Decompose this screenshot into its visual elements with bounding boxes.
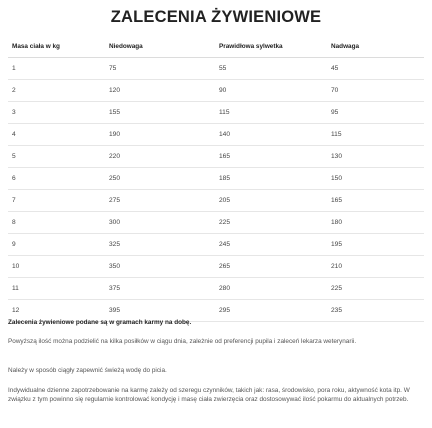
header-weight: Masa ciała w kg [8,36,105,58]
notes-paragraph-water: Należy w sposób ciągły zapewnić świeżą wodę do picia. [8,367,167,374]
cell-underweight: 375 [105,278,215,300]
table-row [8,190,424,212]
cell-weight: 10 [8,256,105,278]
cell-underweight: 325 [105,234,215,256]
cell-weight: 4 [8,124,105,146]
table-row [8,146,424,168]
header-underweight: Niedowaga [105,36,215,58]
cell-underweight: 350 [105,256,215,278]
cell-underweight: 155 [105,102,215,124]
cell-overweight: 95 [327,102,424,124]
cell-underweight: 190 [105,124,215,146]
cell-weight: 8 [8,212,105,234]
cell-normal: 205 [215,190,327,212]
cell-overweight: 225 [327,278,424,300]
table-row [8,102,424,124]
cell-overweight: 235 [327,300,424,322]
table-body [8,58,424,322]
table-row [8,168,424,190]
cell-normal: 55 [215,58,327,80]
cell-overweight: 45 [327,58,424,80]
cell-overweight: 195 [327,234,424,256]
cell-normal: 225 [215,212,327,234]
cell-weight: 6 [8,168,105,190]
cell-normal: 165 [215,146,327,168]
notes-lead: Zalecenia żywieniowe podane są w gramach karmy na dobę. [8,319,192,326]
cell-weight: 9 [8,234,105,256]
cell-overweight: 130 [327,146,424,168]
table-row [8,80,424,102]
cell-underweight: 75 [105,58,215,80]
cell-weight: 11 [8,278,105,300]
cell-normal: 265 [215,256,327,278]
feeding-table [8,36,424,322]
cell-overweight: 165 [327,190,424,212]
cell-overweight: 210 [327,256,424,278]
cell-normal: 115 [215,102,327,124]
table-row [8,278,424,300]
cell-normal: 295 [215,300,327,322]
cell-underweight: 250 [105,168,215,190]
cell-weight: 2 [8,80,105,102]
table-header-row [8,36,424,58]
cell-weight: 12 [8,300,105,322]
table-row [8,256,424,278]
table-row [8,234,424,256]
header-normal: Prawidłowa sylwetka [215,36,327,58]
cell-normal: 140 [215,124,327,146]
cell-overweight: 150 [327,168,424,190]
cell-weight: 7 [8,190,105,212]
cell-underweight: 300 [105,212,215,234]
cell-normal: 90 [215,80,327,102]
notes-paragraph-individual: Indywidualne dzienne zapotrzebowanie na karmę zależy od szeregu czynników, takich jak: rasa, środowisko, pora roku, aktywność kota itp. W związku z tym powinno się regularnie kontrolować kondycję i masę ciała zwierzęcia oraz dostosowywać ilość pokarmu do aktualnych potrzeb. [8,387,410,404]
table-row [8,58,424,80]
cell-underweight: 120 [105,80,215,102]
notes-paragraph-portions: Powyższą ilość można podzielić na kilka posiłków w ciągu dnia, zależnie od preferencji pupila i zaleceń lekarza weterynarii. [8,338,357,345]
cell-overweight: 115 [327,124,424,146]
cell-underweight: 395 [105,300,215,322]
cell-underweight: 220 [105,146,215,168]
table-row [8,124,424,146]
page-title: ZALECENIA ŻYWIENIOWE [110,8,322,26]
cell-weight: 5 [8,146,105,168]
cell-underweight: 275 [105,190,215,212]
cell-normal: 185 [215,168,327,190]
cell-normal: 245 [215,234,327,256]
cell-overweight: 70 [327,80,424,102]
cell-overweight: 180 [327,212,424,234]
cell-normal: 280 [215,278,327,300]
cell-weight: 1 [8,58,105,80]
table-row [8,212,424,234]
header-overweight: Nadwaga [327,36,424,58]
cell-weight: 3 [8,102,105,124]
